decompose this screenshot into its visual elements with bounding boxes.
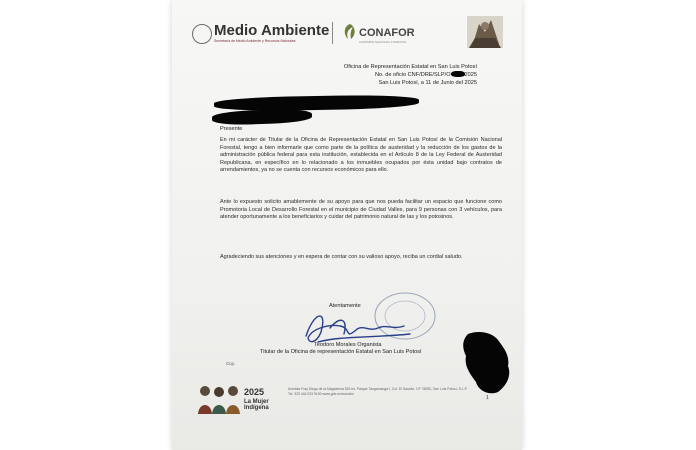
paragraph-1: En mi carácter de Titular de la Oficina de Representación Estatal en San Luis Potosí de la Comisión Nacional Forestal, tengo a bien informarle que como parte de la política de austeridad y la reducción de los gastos de la administración pública federal para esta institución, establecida en el Artículo 8 de la Ley Federal de Austeridad Republicana, en específico en lo relacionado a los inmuebles ocupados por ésta unidad bajo contratos de arrendamientos, ya no se cuenta con recursos económicos para ello.: [220, 137, 502, 174]
closing: Atentamente: [329, 303, 361, 309]
footer-year: 2025: [244, 387, 265, 397]
national-seal-icon: [192, 24, 212, 44]
medio-ambiente-logo: [192, 22, 342, 48]
recipient-redaction: [214, 94, 419, 112]
conafor-leaf-icon: [340, 22, 360, 42]
footer-address: [288, 387, 488, 397]
greeting: Presente: [220, 126, 243, 132]
ccp-label: Ccp.: [226, 361, 236, 366]
conafor-subtitle: COMISIÓN NACIONAL FORESTAL: [359, 40, 407, 44]
commemorative-emblem-icon: [465, 14, 505, 50]
paragraph-2: Ante lo expuesto solicito amablemente de su apoyo para que nos pueda facilitar un espacio que funcione como Promotoria Local de Desarrollo Forestal en el municipio de Ciudad Valles, para 9 personas con 3 vehículos, para atender oportunamente a los beneficiarios y cuidar del patrimonio natural de las y los potosinos.: [220, 199, 502, 221]
reference-number: [344, 71, 477, 79]
conafor-name: CONAFOR: [359, 27, 415, 39]
header-divider: [332, 22, 333, 44]
footer-women-illustration-icon: [196, 384, 242, 414]
brand-subtitle: Secretaría de Medio Ambiente y Recursos Naturales: [214, 39, 296, 43]
office-reference-block: [344, 64, 477, 87]
reference-year: 2025: [464, 72, 477, 79]
footer-year-motto: [244, 399, 269, 411]
reference-redaction: [451, 71, 465, 77]
paragraph-3: Agradeciendo sus atenciones y en espera de contar con su valioso apoyo, reciba un cordial saludo.: [220, 254, 463, 260]
footer-address-line-2: Tel. 333 444 033 9100 www.gob.mx/conafor: [288, 392, 354, 397]
conafor-logo: [340, 22, 430, 48]
footer-address-line-1: Avenida Fray Diego de la Magdalena 325 int. Parque Tangamanga I, Col. El Saucito, CP 78090, San Luis Potosí, S.L.P.: [288, 387, 468, 391]
letter-page: [172, 0, 522, 450]
reference-prefix: No. de oficio CNF/DRE/SLP/O: [375, 72, 451, 79]
office-name: Oficina de Representación Estatal en San Luis Potosí: [343, 64, 477, 70]
signer-name: Teodoro Morales Organista: [314, 342, 382, 348]
letter-date: San Luis Potosí, a 11 de Junio del 2025: [378, 79, 477, 86]
signer-title: Titular de la Oficina de representación Estatal en San Luis Potosí: [260, 349, 422, 355]
footer-motto-line-2: Indígena: [244, 405, 269, 411]
recipient-redaction-2: [212, 108, 312, 125]
page-number: 1: [486, 395, 489, 401]
footer-motto-line-1: La Mujer: [244, 399, 269, 405]
brand-name: Medio Ambiente: [214, 22, 330, 39]
